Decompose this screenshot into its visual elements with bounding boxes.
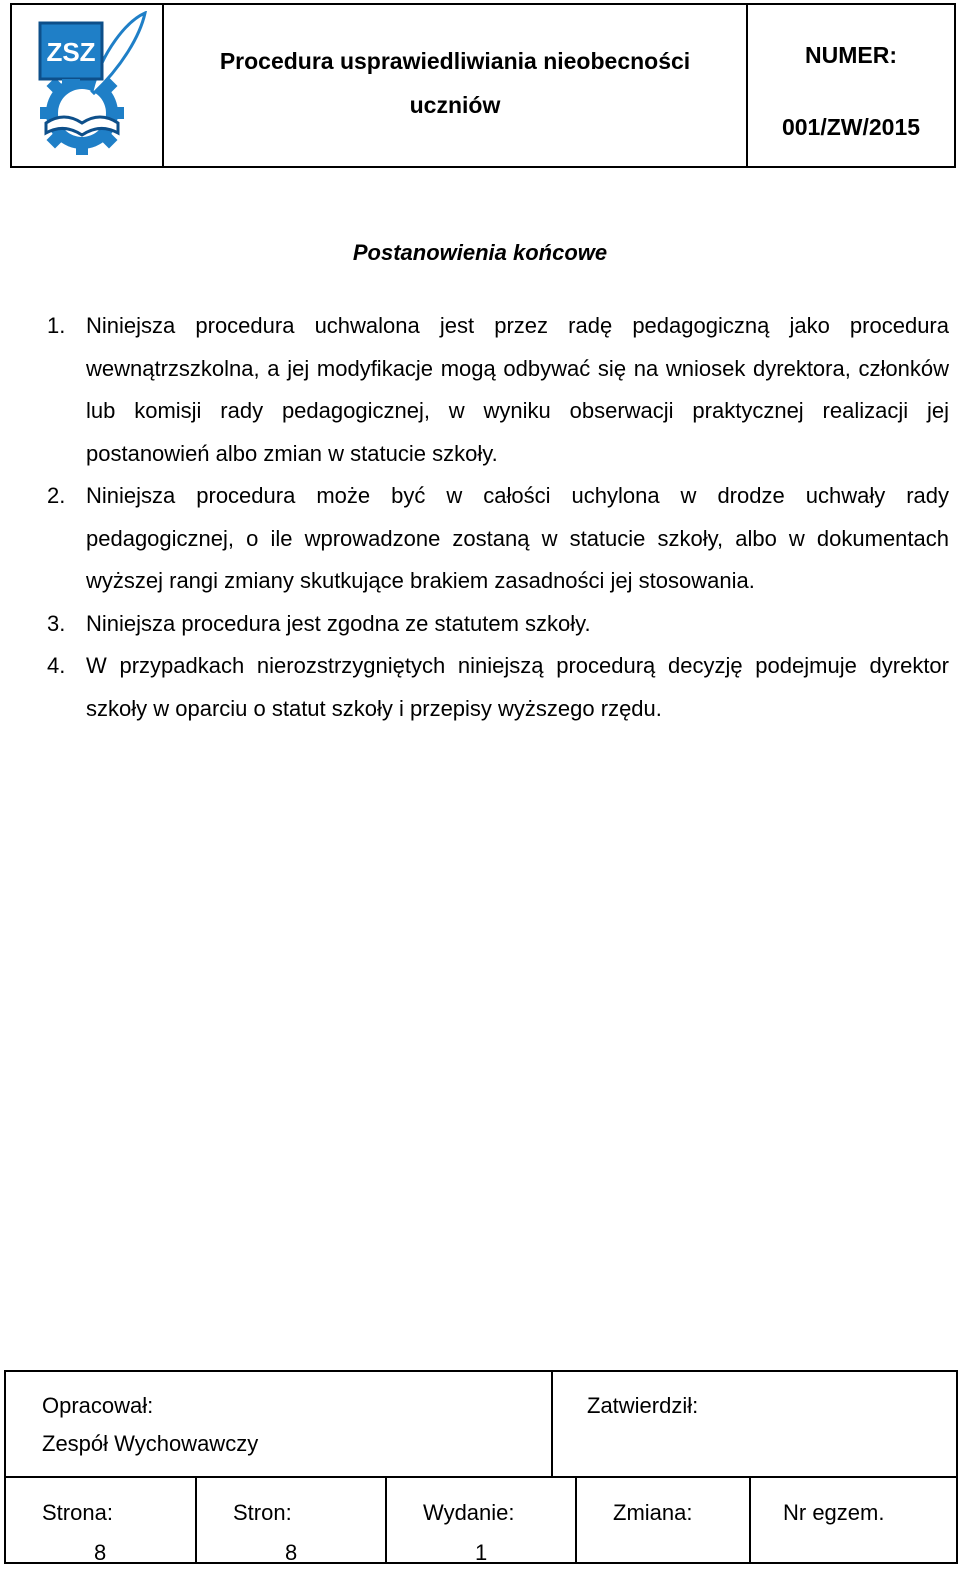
prepared-by-cell: [6, 1372, 553, 1476]
prepared-by-label: Opracował:: [42, 1393, 154, 1418]
list-item-number: 1.: [47, 313, 66, 338]
document-number-cell: [748, 5, 954, 166]
prepared-by-value: Zespół Wychowawczy: [42, 1431, 259, 1456]
document-title-line2: uczniów: [409, 92, 501, 118]
list-item: [47, 305, 949, 475]
document-number-value: 001/ZW/2015: [781, 114, 921, 140]
approved-by-cell: [553, 1372, 956, 1476]
list-item-number: 4.: [47, 653, 66, 678]
pages-label: Stron:: [233, 1500, 292, 1525]
list-item-text: Niniejsza procedura może być w całości uchylona w drodze uchwały rady pedagogicznej, o ile wprowadzone zostaną w statucie szkoły, albo w dokumentach wyższej rangi zmiany skutkujące brakiem zasadności jej stosowania.: [86, 483, 949, 593]
change-cell: [577, 1478, 751, 1564]
list-item-text: Niniejsza procedura jest zgodna ze statutem szkoły.: [86, 610, 591, 636]
list-item-text: W przypadkach nierozstrzygniętych niniejszą procedurą decyzję podejmuje dyrektor szkoły w oparciu o statut szkoły i przepisy wyższego rzędu.: [86, 653, 949, 721]
page-cell: [6, 1478, 197, 1564]
page-label: Strona:: [42, 1500, 113, 1525]
pages-cell: [197, 1478, 387, 1564]
document-title-line1: Procedura usprawiedliwiania nieobecności: [219, 48, 691, 74]
page-value: 8: [94, 1540, 107, 1565]
section-title: Postanowienia końcowe: [352, 240, 608, 265]
footer-approval-row: [6, 1372, 956, 1478]
document-header: [10, 3, 956, 168]
svg-text:ZSZ: ZSZ: [46, 37, 96, 67]
edition-cell: [387, 1478, 577, 1564]
copy-number-label: Nr egzem.: [783, 1500, 885, 1525]
copy-number-cell: [751, 1478, 956, 1564]
list-item-text: Niniejsza procedura uchwalona jest przez radę pedagogiczną jako procedura wewnątrzszkolna, a jej modyfikacje mogą odbywać się na wniosek dyrektora, członków lub komisji rady pedagogicznej, w wyniku obserwacji praktycznej realizacji jej postanowień albo zmian w statucie szkoły.: [86, 313, 949, 466]
document-number-label: NUMER:: [805, 42, 897, 68]
pages-value: 8: [285, 1540, 298, 1565]
document-footer: [4, 1370, 958, 1564]
edition-label: Wydanie:: [423, 1500, 515, 1525]
logo-cell: [12, 5, 164, 166]
list-item-number: 3.: [47, 610, 66, 636]
provisions-list: [47, 305, 949, 730]
footer-meta-row: [6, 1478, 956, 1564]
edition-value: 1: [475, 1540, 488, 1565]
school-logo: [32, 11, 147, 161]
list-item-number: 2.: [47, 483, 66, 508]
list-item: [47, 475, 949, 603]
document-title-cell: [164, 5, 748, 166]
list-item: [47, 645, 949, 730]
list-item: [47, 603, 949, 646]
change-label: Zmiana:: [613, 1500, 693, 1525]
approved-by-label: Zatwierdził:: [587, 1393, 699, 1418]
